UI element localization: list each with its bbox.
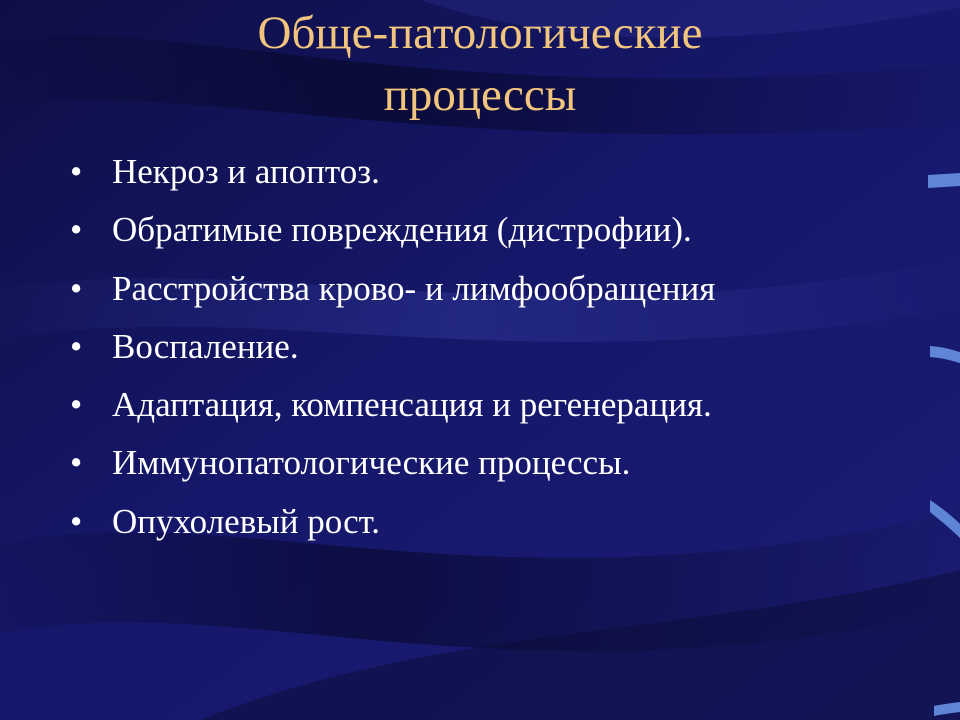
bullet-text: Адаптация, компенсация и регенерация.	[112, 385, 712, 425]
bullet-text: Расстройства крово- и лимфообращения	[112, 268, 716, 308]
slide-title-line-1: Обще-патологические	[257, 7, 703, 59]
bullet-text: Опухолевый рост.	[112, 501, 381, 541]
bullet-dot-icon: •	[70, 152, 83, 191]
bullet-list	[70, 146, 715, 554]
bullet-item-tumor-growth	[70, 496, 715, 554]
bullet-item-adaptation	[70, 379, 715, 437]
bullet-item-necrosis	[70, 146, 715, 204]
bullet-text: Обратимые повреждения (дистрофии).	[112, 210, 692, 250]
bullet-dot-icon: •	[70, 501, 83, 541]
bullet-text: Воспаление.	[112, 326, 299, 366]
bullet-item-inflammation	[70, 321, 715, 379]
bullet-dot-icon: •	[70, 268, 83, 308]
bullet-item-circulation	[70, 263, 715, 321]
slide-title	[0, 2, 960, 126]
bullet-dot-icon: •	[70, 210, 83, 250]
bullet-dot-icon: •	[70, 326, 83, 366]
slide-title-line-2: процессы	[383, 69, 577, 121]
bullet-dot-icon: •	[70, 385, 83, 425]
bullet-item-dystrophy	[70, 204, 715, 262]
bullet-dot-icon: •	[70, 443, 83, 483]
bullet-item-immunopathology	[70, 437, 715, 495]
bullet-text: Иммунопатологические процессы.	[112, 443, 631, 483]
bullet-text: Некроз и апоптоз.	[112, 152, 380, 191]
